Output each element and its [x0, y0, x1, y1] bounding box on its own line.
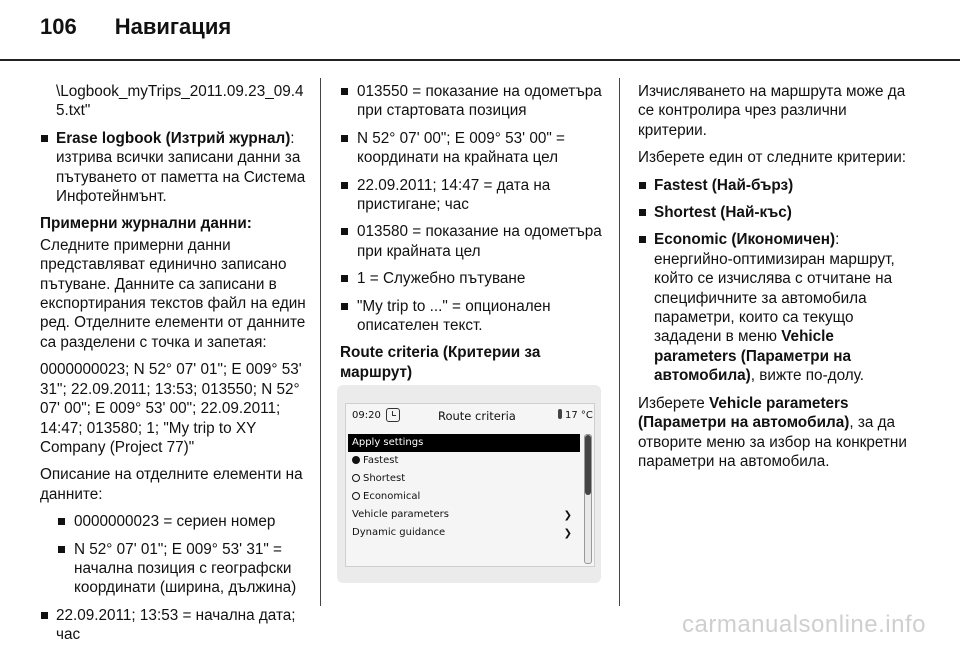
bullet-square-icon [639, 182, 646, 189]
list-item [340, 222, 602, 261]
route-intro: Изчисляването на маршрута може да се контролира чрез различни критерии. [638, 83, 906, 139]
list-item [340, 297, 602, 336]
menu-item-label: Apply settings [352, 437, 424, 448]
thermometer-icon [558, 409, 562, 419]
menu-item-fastest[interactable] [348, 452, 580, 470]
text-part: Изберете [638, 394, 710, 412]
clock-icon [386, 408, 400, 422]
menu-item-vehicle-parameters[interactable] [348, 506, 580, 524]
radio-empty-icon [352, 474, 360, 482]
bullet-square-icon [341, 303, 348, 310]
status-bar [346, 404, 594, 428]
option-economic [638, 230, 912, 385]
sample-data-line: 0000000023; N 52° 07' 01"; E 009° 53' 31"; 22.09.2011; 13:53; 013550; N 52° 07' 00"; E 009° 53' 00"; 22.09.2011; 14:47; 013580; 1; "My trip to XY Company (Project 77)" [40, 361, 302, 456]
examples-text: Следните примерни данни представляват единично записано пътуване. Данните са записани в експортирания текстов файл на един ред. Отделните елементи от данните са разделени с точка и запетая: [40, 236, 306, 351]
bullet-square-icon [341, 275, 348, 282]
scrollbar-thumb[interactable] [585, 435, 591, 495]
screen-title: Route criteria [438, 409, 516, 423]
chevron-right-icon: ❯ [563, 510, 572, 521]
option-label: Fastest (Най-бърз) [654, 176, 794, 194]
bullet-square-icon [341, 228, 348, 235]
menu-item-label: Vehicle parameters [352, 509, 449, 520]
column-divider [320, 78, 321, 606]
list-item-text: 013550 = показание на одометъра при стартовата позиция [357, 83, 602, 120]
route-criteria-menu [348, 434, 580, 542]
option-desc: , вижте по-долу. [750, 367, 865, 385]
list-item-text: N 52° 07' 01"; E 009° 53' 31" = начална позиция с географски координати (ширина, дължина) [74, 540, 297, 597]
option-fastest [638, 176, 912, 195]
select-criteria-text: Изберете един от следните критерии: [638, 149, 906, 167]
menu-reference: Vehicle parameters (Параметри на автомобила) [638, 394, 850, 432]
page-header [40, 14, 231, 40]
radio-selected-icon [352, 456, 360, 464]
page-number: 106 [40, 14, 77, 39]
column-divider [619, 78, 620, 606]
page-title: Навигация [114, 14, 232, 39]
menu-item-economical[interactable] [348, 488, 580, 506]
erase-logbook-label: Erase logbook (Изтрий журнал) [56, 129, 291, 147]
erase-logbook-item [40, 129, 306, 207]
route-criteria-screenshot [337, 385, 601, 583]
vehicle-parameters-text [638, 394, 912, 472]
menu-item-label: Economical [363, 491, 421, 502]
menu-item-label: Dynamic guidance [352, 527, 446, 538]
radio-empty-icon [352, 492, 360, 500]
column-1 [40, 82, 306, 653]
menu-scrollbar[interactable] [584, 434, 592, 564]
bullet-square-icon [41, 135, 48, 142]
list-item-text: 22.09.2011; 14:47 = дата на пристигане; час [357, 176, 551, 214]
menu-item-apply-settings[interactable] [348, 434, 580, 452]
menu-item-label: Fastest [363, 455, 399, 466]
bullet-square-icon [58, 518, 65, 525]
list-item [340, 82, 602, 121]
list-item [340, 269, 602, 288]
menu-item-dynamic-guidance[interactable] [348, 524, 580, 542]
list-item-text: N 52° 07' 00"; E 009° 53' 00" = координати на крайната цел [357, 129, 565, 167]
bullet-square-icon [639, 209, 646, 216]
option-desc: : енергийно-оптимизиран маршрут, който се изчислява с отчитане на специфичните за автомобила параметри, които са текущо зададени в меню [654, 231, 895, 346]
menu-item-shortest[interactable] [348, 470, 580, 488]
outside-temperature: 17 °C [565, 410, 593, 421]
list-item-text: 22.09.2011; 13:53 = начална дата; час [56, 606, 296, 644]
option-label: Shortest (Най-къс) [654, 204, 792, 222]
chevron-right-icon: ❯ [563, 528, 572, 539]
list-item [340, 176, 602, 215]
erase-logbook-desc: : изтрива всички записани данни за пътуването от паметта на Система Инфотейнмънт. [56, 129, 306, 206]
bullet-square-icon [341, 135, 348, 142]
menu-reference: Vehicle parameters (Параметри на автомобила) [654, 328, 852, 385]
list-item [40, 606, 306, 645]
list-item [340, 129, 602, 168]
menu-item-label: Shortest [363, 473, 406, 484]
infotainment-screen [345, 403, 595, 567]
clock-time: 09:20 [352, 410, 381, 421]
list-item [40, 512, 306, 531]
bullet-square-icon [341, 182, 348, 189]
route-criteria-heading: Route criteria (Критерии за маршрут) [340, 344, 541, 381]
header-rule [0, 59, 960, 61]
list-item-text: 1 = Служебно пътуване [357, 270, 526, 288]
text-part: , за да отворите меню за избор на конкретни параметри на автомобила. [638, 414, 907, 470]
column-3 [638, 82, 912, 479]
log-file-path: \Logbook_myTrips_2011.09.23_09.45.txt" [56, 83, 304, 120]
bullet-square-icon [58, 546, 65, 553]
list-item [40, 540, 306, 598]
bullet-square-icon [341, 88, 348, 95]
description-heading: Описание на отделните елементи на данните: [40, 466, 303, 503]
column-2 [340, 82, 602, 390]
watermark: carmanualsonline.info [682, 611, 926, 638]
list-item-text: 0000000023 = сериен номер [74, 513, 276, 531]
list-item-text: 013580 = показание на одометъра при крайната цел [357, 223, 602, 260]
option-label: Economic (Икономичен) [654, 231, 836, 249]
list-item-text: "My trip to ..." = опционален описателен текст. [357, 297, 551, 335]
option-shortest [638, 203, 912, 222]
bullet-square-icon [639, 236, 646, 243]
examples-heading: Примерни журнални данни: [40, 215, 252, 233]
bullet-square-icon [41, 612, 48, 619]
